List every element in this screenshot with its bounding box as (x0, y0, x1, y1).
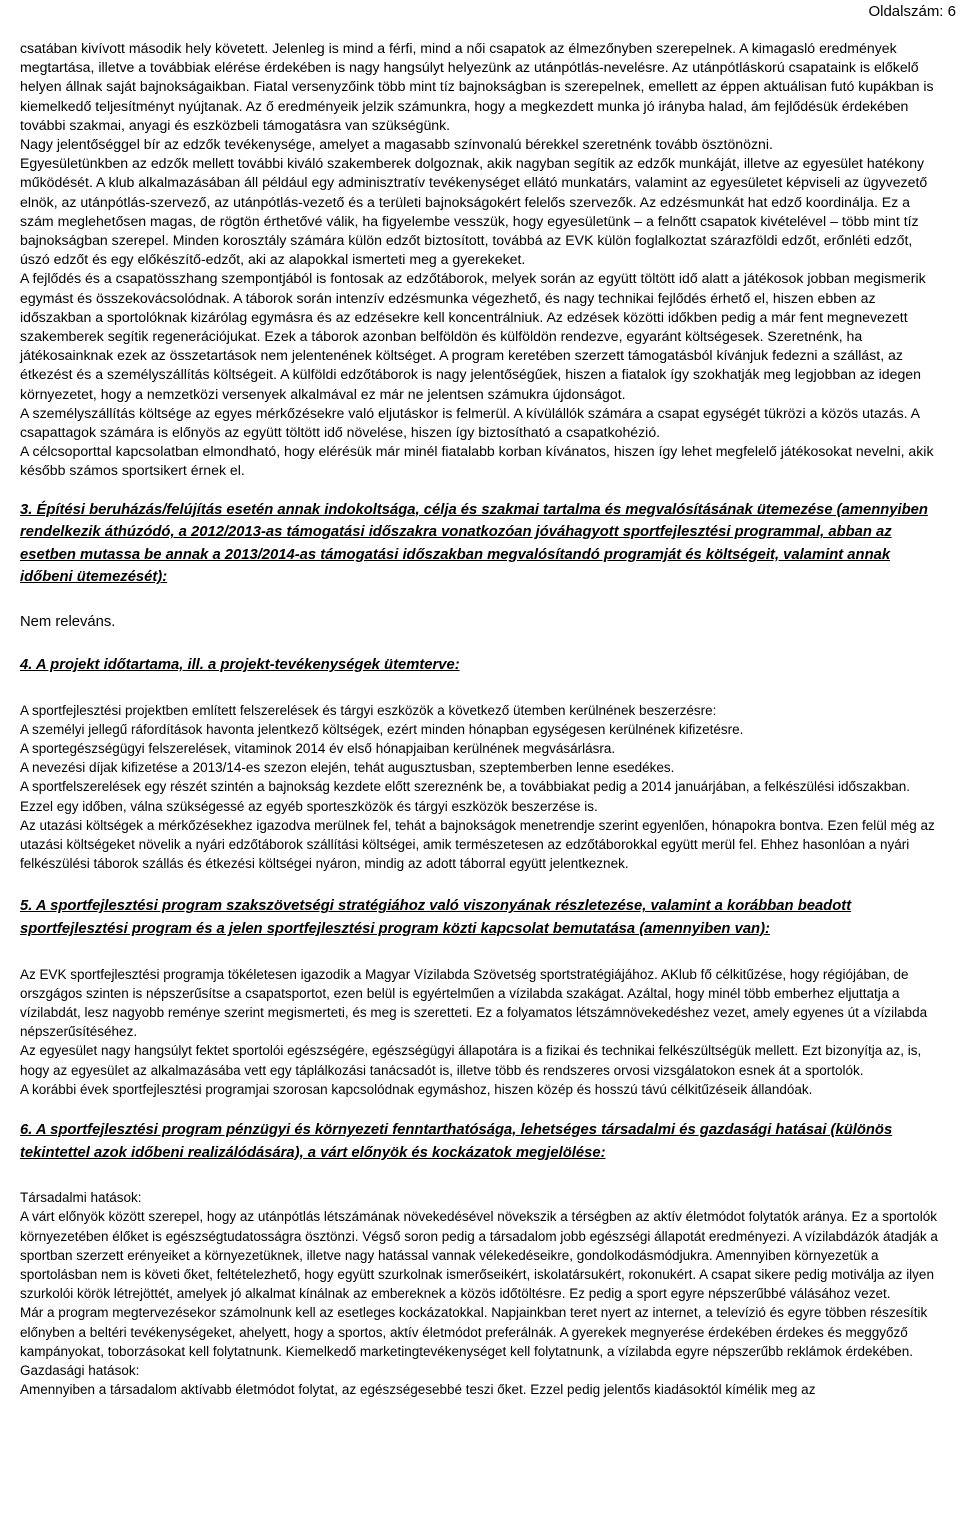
section-paragraph: A személyi jellegű ráfordítások havonta jelentkező költségek, ezért minden hónapban egységesen kerülnének kifizetésre. (20, 721, 744, 737)
section-text: Nem releváns. (20, 614, 116, 631)
section-5 (20, 895, 944, 1099)
section-paragraph: A sportfelszerelések egy részét szintén a bajnokság kezdete előtt szereznénk be, a továbbiakat pedig a 2014 januárjában, a felkészülési időszakban. Ezzel egy időben, válna szükségessé az egyéb sporteszközök és tárgyi eszközök beszerzése is. (20, 779, 911, 814)
social-effects-label: Társadalmi hatások: (20, 1190, 142, 1206)
section-paragraph: A korábbi évek sportfejlesztési programjai szorosan kapcsolódnak egymáshoz, hiszen közép és hosszú távú célkitűzéseik állandóak. (20, 1081, 813, 1097)
intro-paragraph: A személyszállítás költsége az egyes mérkőzésekre való eljutáskor is felmerül. A kívülállók számára a csapat egységét tükrözi a közös utazás. A csapattagok számára is előnyös az együtt töltött idő növelése, hiszen így biztosítható a csapatkohézió. (20, 404, 920, 441)
section-6 (20, 1119, 944, 1399)
section-heading: 4. A projekt időtartama, ill. a projekt-tevékenységek ütemterve: (20, 657, 460, 674)
section-heading: 5. A sportfejlesztési program szakszövetségi stratégiához való viszonyának részletezése, valamint a korábban beadott sportfejlesztési program és a jelen sportfejlesztési program közti kapcsolat bemutatása (amennyiben van): (20, 898, 852, 938)
section-paragraph: A sportfejlesztési projektben említett felszerelések és tárgyi eszközök a következő ütemben kerülnének beszerzésre: (20, 702, 717, 718)
section-paragraph: Már a program megtervezésekor számolnunk kell az esetleges kockázatokkal. Napjainkban teret nyert az internet, a televízió és egyre többen részesítik előnyben a beltéri tevékenységeket, ahelyett, hogy a sportos, aktív életmódot preferálnák. A gyerekek megnyerése érdekében érdekes és meggyőző kampányokat, toborzásokat kell folytatnunk. Kiemelkedő marketingtevékenységet kell folytatnunk, a vízilabda egyre népszerűbb reklámok érdekében. (20, 1305, 928, 1359)
intro-paragraph: Egyesületünkben az edzők mellett további kiváló szakemberek dolgoznak, akik nagyban segítik az edzők munkáját, illetve az egyesület hatékony működését. A klub alkalmazásában áll például egy adminisztratív tevékenységet ellátó munkatárs, valamint az egyesületet képviseli az ügyvezető elnök, az utánpótlás-szervező, az utánpótlás-vezető és a területi bajnokságokért felelős szervezők. Az edzésmunkát hat edző koordinálja. Ez a szám meglehetősen magas, de rögtön érthetővé válik, ha figyelembe vesszük, hogy egyesületünk – a felnőtt csapatok kivételével – több mint tíz bajnokságban szerepel. Minden korosztály számára külön edzőt biztosított, továbbá az EVK külön foglalkoztat szárazföldi edzőt, erőnléti edzőt, úszó edzőt és egy előkészítő-edzőt, aki az alapokkal ismerteti meg a gyerekeket. (20, 155, 928, 268)
page-content (20, 39, 944, 1400)
intro-paragraph: Nagy jelentőséggel bír az edzők tevékenysége, amelyet a magasabb színvonalú bérekkel szeretnénk tovább ösztönözni. (20, 136, 773, 153)
section-heading: 3. Építési beruházás/felújítás esetén annak indokoltsága, célja és szakmai tartalma és megvalósításának ütemezése (amennyiben rendelkezik áthúzódó, a 2012/2013-as támogatási időszakra vonatkozóan jóváhagyott sportfejlesztési programmal, abban az esetben mutassa be annak a 2013/2014-as támogatási időszakban megvalósítandó programját és költségeit, valamint annak időbeni ütemezését): (20, 501, 928, 586)
intro-paragraph: csatában kivívott második hely követett. Jelenleg is mind a férfi, mind a női csapatok az élmezőnyben szerepelnek. A kimagasló eredmények megtartása, illetve a továbbiak elérése érdekében is nagy hangsúlyt helyezünk az utánpótlás-nevelésre. Az utánpótláskorú csapataink is előkelő helyen állnak saját bajnokságaikban. Fiatal versenyzőink több mint tíz bajnokságban is szerepelnek, emellett az éppen aktuálisan futó kupákban is kiemelkedő teljesítményt nyújtanak. Az ő eredményeik jelzik számunkra, hogy a megkezdett munka jó irányba halad, ám fejlődésük érdekében további szakmai, anyagi és eszközbeli támogatásra van szükségünk. (20, 40, 934, 133)
intro-paragraph: A fejlődés és a csapatösszhang szempontjából is fontosak az edzőtáborok, melyek során az együtt töltött idő alatt a játékosok jobban megismerik egymást és összekovácsolódnak. A táborok során intenzív edzésmunka végezhető, és nagy technikai fejlődés érhető el, hiszen ebben az időszakban a sportolóknak kizárólag egymásra és az edzésekre kell koncentrálniuk. Az edzések közötti időkben pedig a már fent megnevezett szakemberek segítik regenerációjukat. Ezek a táborok azonban belföldön és külföldön rendezve, egyaránt költségesek. Szeretnénk, ha játékosainknak ezek az összetartások nem jelentenének költséget. A program keretében szerzett támogatásból kívánjuk fedezni a szállást, az étkezést és a személyszállítás költségeit. A külföldi edzőtáborok is nagy jelentőségűek, hiszen a fiatalok így szokhatják meg legjobban az idegen környezetet, hogy a nemzetközi versenyek alkalmával ez már ne jelentsen számukra újdonságot. (20, 270, 926, 402)
section-3 (20, 499, 944, 632)
section-paragraph: A sportegészségügyi felszerelések, vitaminok 2014 év első hónapjaiban kerülnének megvásárlásra. (20, 741, 616, 757)
intro-paragraph: A célcsoporttal kapcsolatban elmondható, hogy elérésük már minél fiatalabb korban kívánatos, hiszen így lehet megfelelő játékosokat nevelni, akik később számos sportsikert érnek el. (20, 443, 934, 479)
section-paragraph: Az utazási költségek a mérkőzésekhez igazodva merülnek fel, tehát a bajnokságok menetrendje szerint egyenlően, hónapokra bontva. Ezen felül még az utazási költségeket növelik a nyári edzőtáborok szállítási költségei, amik természetesen az edzőtáborokkal együtt merül fel. Ehhez hasonlóan a nyári felkészülési táborok szállás és étkezési költségei nyáron, mindig az adott táborral együtt jelentkeznek. (20, 817, 935, 872)
section-4 (20, 654, 944, 873)
section-paragraph: Az egyesület nagy hangsúlyt fektet sportolói egészségére, egészségügyi állapotára is a fizikai és technikai felkészültségük mellett. Ezt bizonyítja az, is, hogy az egyesület az alkalmazásába vett egy táplálkozási tanácsadót is, illetve több és rendszeres orvosi vizsgálatokon esnek át a sportolók. (20, 1043, 922, 1078)
section-paragraph: A nevezési díjak kifizetése a 2013/14-es szezon elején, tehát augusztusban, szeptemberben lenne esedékes. (20, 760, 675, 776)
economic-effects-label: Gazdasági hatások: (20, 1363, 140, 1379)
section-paragraph: Amennyiben a társadalom aktívabb életmódot folytat, az egészségesebbé teszi őket. Ezzel pedig jelentős kiadásoktól kímélik meg az (20, 1382, 816, 1398)
section-paragraph: A várt előnyök között szerepel, hogy az utánpótlás létszámának növekedésével növekszik a térségben az aktív életmódot folytatók aránya. Ez a sportolók környezetében élőket is egészségtudatosságra ösztönzi. Végső soron pedig a társadalom jobb egészségi állapotát eredményezi. A vízilabdázók átadják a sportban szerzett erényeiket a környezetüknek, illetve nagy hatással vannak vélekedéseikre, gondolkodásmódjukra. Amennyiben környezetük a sportolásban nem is követi őket, feltételezhető, hogy együtt szurkolnak ismerőseikért, iskolatársukért, rokonukért. A csapat sikere pedig motiválja az ilyen szurkolói körök létrejöttét, amelyek jó alkalmat kínálnak az embereknek a közös időtöltésre. Ez pedig a sport egyre népszerűbbé válásához vezet. (20, 1209, 938, 1302)
page-number: Oldalszám: 6 (868, 3, 956, 20)
section-paragraph: Az EVK sportfejlesztési programja tökéletesen igazodik a Magyar Vízilabda Szövetség sportstratégiájához. AKlub fő célkitűzése, hogy régiójában, de orszgágos szinten is népszerűsítse a csapatsportot, ezen belül is egyértelműen a vízilabda szakágat. Azáltal, hogy minél több emberhez eljuttatja a vízilabdát, lesz nagyobb reménye szerint megismerteti, és meg is szeretteti. Ez a folyamatos létszámnövekedéshez vezet, amely egyenes út a vízilabda népszerűsítéséhez. (20, 966, 928, 1040)
section-heading: 6. A sportfejlesztési program pénzügyi és környezeti fenntarthatósága, lehetséges társadalmi és gazdasági hatásai (különös tekintettel azok időbeni realizálódására), a várt előnyök és kockázatok megjelölése: (20, 1122, 893, 1161)
intro-section (20, 39, 944, 481)
